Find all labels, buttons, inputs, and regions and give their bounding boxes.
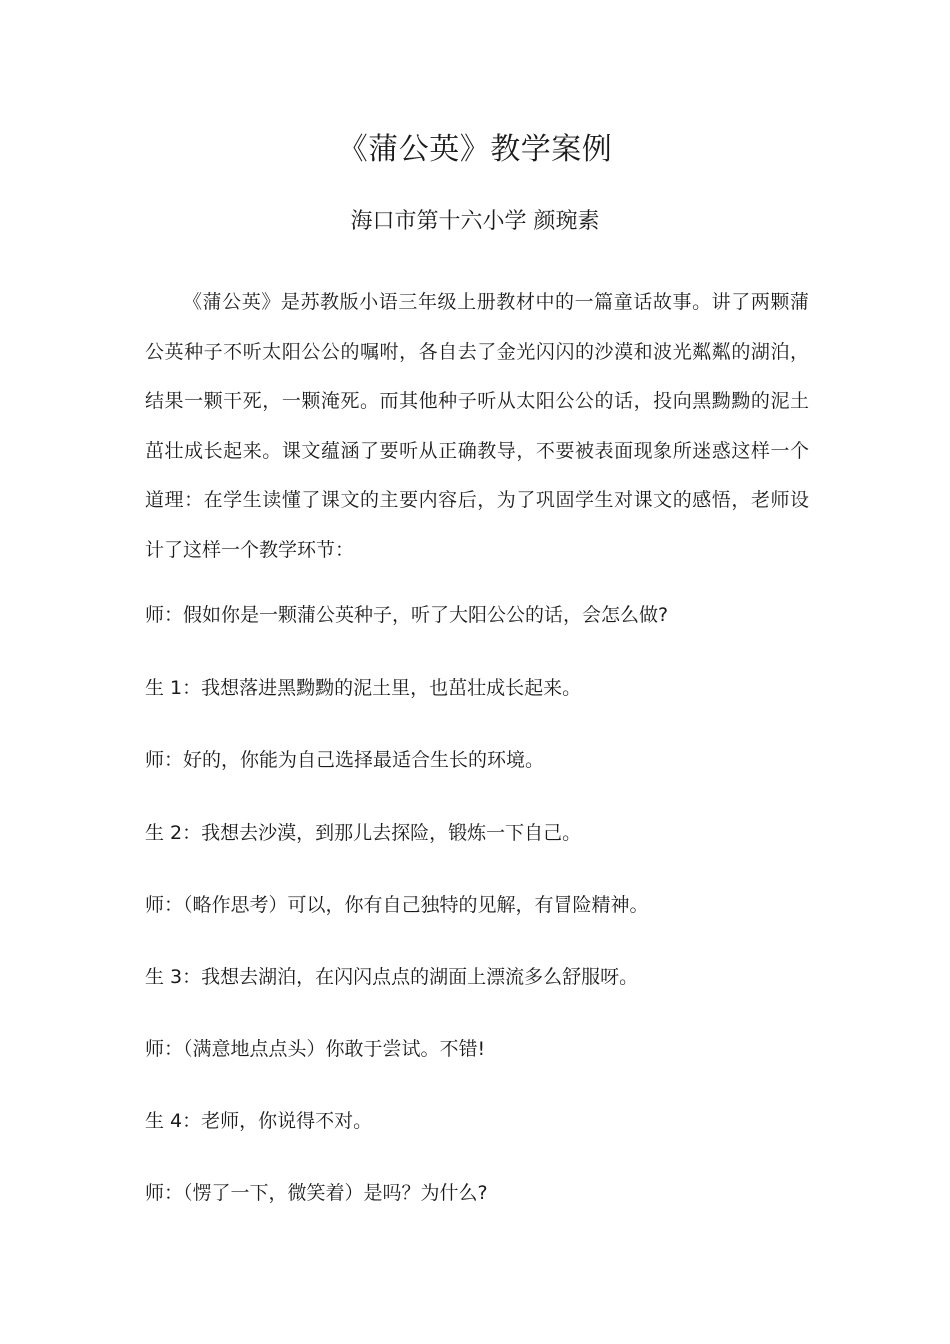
dialogue-line: 师：好的，你能为自己选择最适合生长的环境。 bbox=[145, 749, 545, 771]
intro-paragraph: 《蒲公英》是苏教版小语三年级上册教材中的一篇童话故事。讲了两颗蒲公英种子不听太阳公公的嘱咐，各自去了金光闪闪的沙漠和波光粼粼的湖泊，结果一颗干死，一颗淹死。而其他种子听从太阳公公的话，投向黑黝黝的泥土茁壮成长起来。课文蕴涵了要听从正确教导，不要被表面现象所迷惑这样一个道理：在学生读懂了课文的主要内容后，为了巩固学生对课文的感悟，老师设计了这样一个教学环节： bbox=[145, 291, 809, 561]
dialogue-line: 师：（愣了一下，微笑着）是吗？为什么? bbox=[145, 1182, 488, 1204]
dialogue-line: 生 3：我想去湖泊，在闪闪点点的湖面上漂流多么舒服呀。 bbox=[145, 966, 639, 988]
dialogue-line: 师：假如你是一颗蒲公英种子，听了大阳公公的话，会怎么做? bbox=[145, 604, 669, 626]
dialogue-line: 生 4：老师，你说得不对。 bbox=[145, 1110, 373, 1132]
dialogue-line: 师：（满意地点点头）你敢于尝试。不错! bbox=[145, 1038, 486, 1060]
document-title: 《蒲公英》教学案例 bbox=[337, 132, 613, 167]
dialogue-line: 师：（略作思考）可以，你有自己独特的见解，有冒险精神。 bbox=[145, 894, 649, 916]
dialogue-line: 生 1：我想落进黑黝黝的泥土里，也茁壮成长起来。 bbox=[145, 677, 582, 699]
author-line: 海口市第十六小学 颜琬素 bbox=[350, 209, 600, 234]
dialogue-line: 生 2：我想去沙漠，到那儿去探险，锻炼一下自己。 bbox=[145, 822, 582, 844]
